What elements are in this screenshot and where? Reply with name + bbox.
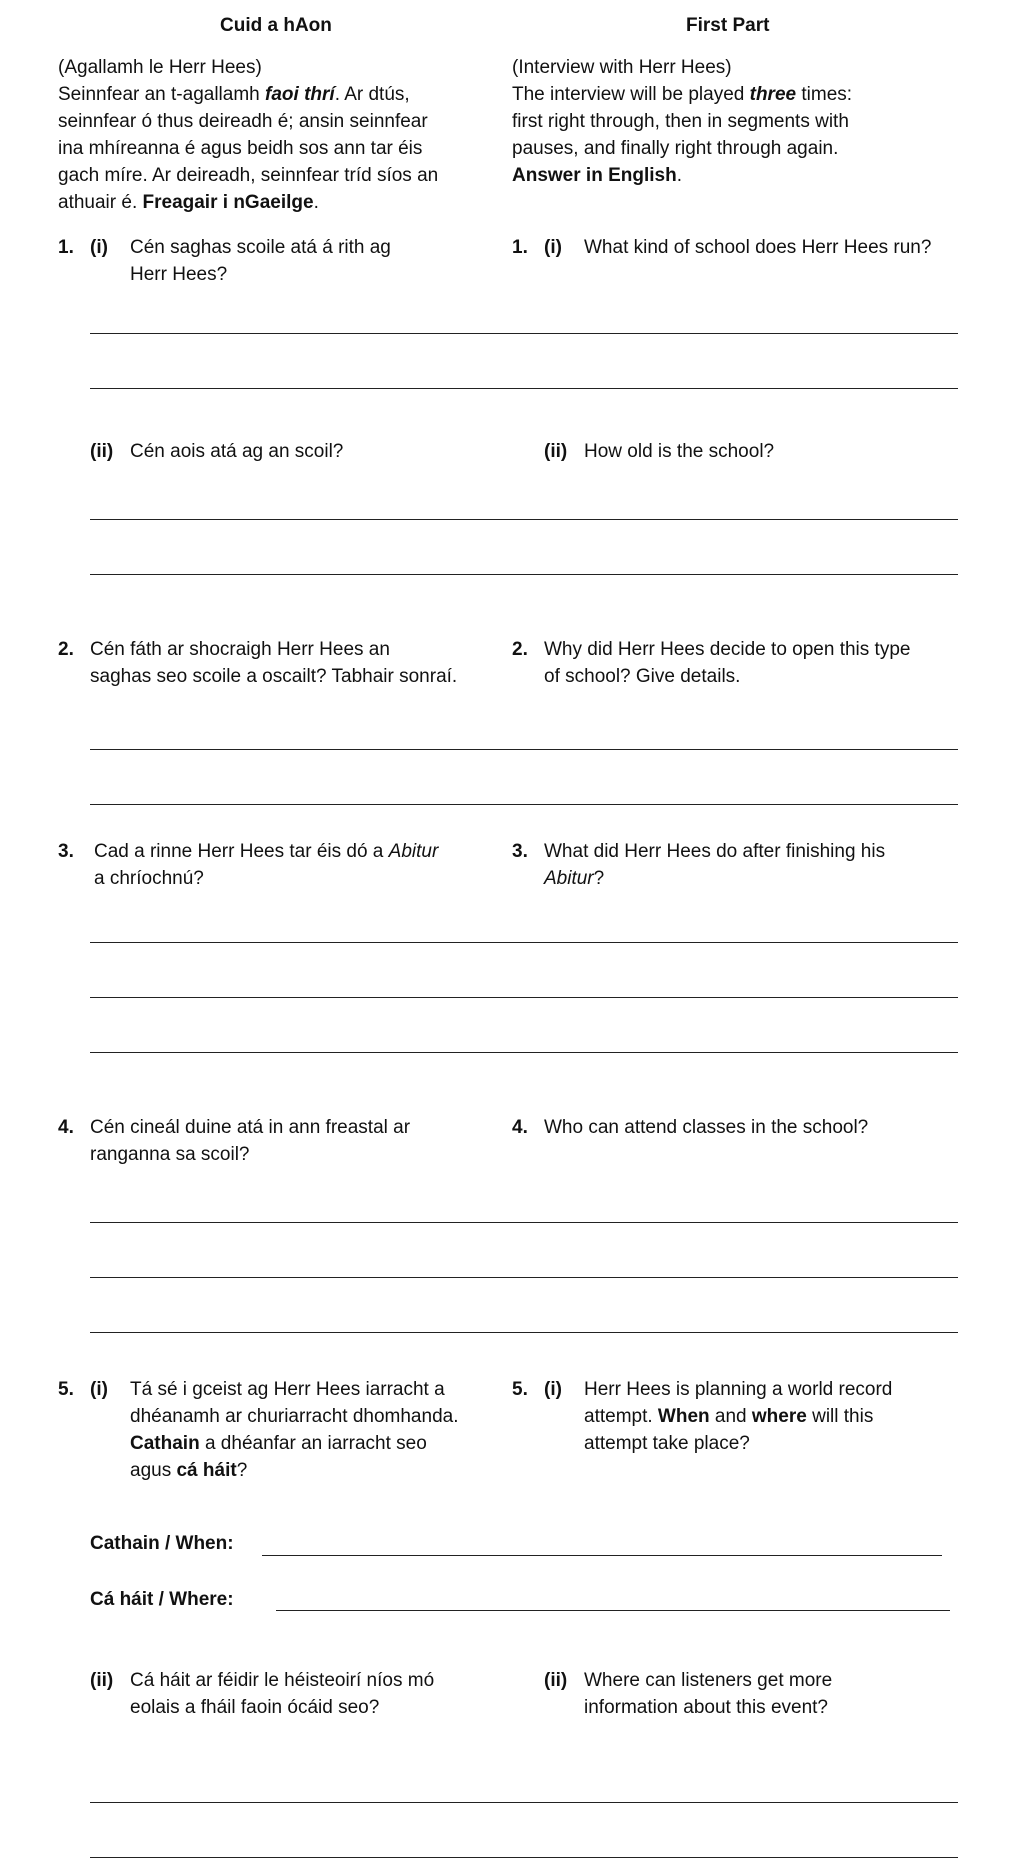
header-irish-title: Cuid a hAon <box>220 15 332 36</box>
q1-i-irish <box>130 234 391 288</box>
header-english-title: First Part <box>686 15 770 36</box>
intro-english-line: pauses, and finally right through again. <box>512 138 839 159</box>
q1-i-irish-line: Herr Hees? <box>130 264 228 285</box>
intro-irish-line: Seinnfear an t-agallamh faoi thrí. Ar dtús, <box>58 84 410 105</box>
q5-english-line: attempt. When and where will this <box>584 1406 874 1427</box>
q1-i-english: What kind of school does Herr Hees run? <box>584 237 932 258</box>
q1-sub-ii-en: (ii) <box>544 441 568 462</box>
q2-irish-line: saghas seo scoile a oscailt? Tabhair sonraí. <box>90 666 458 687</box>
q5-sub-i-en: (i) <box>544 1379 562 1400</box>
q1-number: 1. <box>58 237 74 258</box>
q3-english <box>544 838 885 892</box>
answer-line[interactable] <box>90 574 958 575</box>
q5-irish-line: dhéanamh ar churiarracht dhomhanda. <box>130 1406 459 1427</box>
q2-irish-line: Cén fáth ar shocraigh Herr Hees an <box>90 639 390 660</box>
answer-line[interactable] <box>90 1332 958 1333</box>
q5-irish-line: Tá sé i gceist ag Herr Hees iarracht a <box>130 1379 445 1400</box>
q5-ii-english-line: Where can listeners get more <box>584 1670 833 1691</box>
q5-sub-ii-en: (ii) <box>544 1670 568 1691</box>
intro-irish-line: ina mhíreanna é agus beidh sos ann tar éis <box>58 138 423 159</box>
q5-english-line: Herr Hees is planning a world record <box>584 1379 893 1400</box>
q5-number-en: 5. <box>512 1379 528 1400</box>
q5-ii-english <box>584 1667 832 1721</box>
q3-number-en: 3. <box>512 841 528 862</box>
q3-english-line: Abitur? <box>544 868 605 889</box>
answer-line[interactable] <box>90 388 958 389</box>
answer-line[interactable] <box>90 1802 958 1803</box>
intro-english-line: The interview will be played three times: <box>512 84 853 105</box>
intro-irish-line: (Agallamh le Herr Hees) <box>58 57 262 78</box>
q5-irish-line: Cathain a dhéanfar an iarracht seo <box>130 1433 427 1454</box>
q5-i-english <box>584 1376 892 1457</box>
when-answer-line[interactable] <box>262 1555 942 1556</box>
q1-ii-irish: Cén aois atá ag an scoil? <box>130 441 344 462</box>
q1-sub-i: (i) <box>90 237 108 258</box>
q3-irish <box>94 838 438 892</box>
intro-english-line: first right through, then in segments with <box>512 111 849 132</box>
q5-i-irish <box>130 1376 458 1484</box>
answer-line[interactable] <box>90 1857 958 1858</box>
q5-sub-ii: (ii) <box>90 1670 114 1691</box>
answer-line[interactable] <box>90 749 958 750</box>
q2-english-line: Why did Herr Hees decide to open this type <box>544 639 911 660</box>
intro-english-line: (Interview with Herr Hees) <box>512 57 732 78</box>
answer-line[interactable] <box>90 333 958 334</box>
q1-sub-ii: (ii) <box>90 441 114 462</box>
q5-english-line: attempt take place? <box>584 1433 750 1454</box>
q4-english: Who can attend classes in the school? <box>544 1117 869 1138</box>
when-label: Cathain / When: <box>90 1533 234 1554</box>
q3-irish-line: a chríochnú? <box>94 868 204 889</box>
q5-ii-irish-line: Cá háit ar féidir le héisteoirí níos mó <box>130 1670 435 1691</box>
q4-irish-line: Cén cineál duine atá in ann freastal ar <box>90 1117 411 1138</box>
answer-line[interactable] <box>90 942 958 943</box>
q1-number-en: 1. <box>512 237 528 258</box>
where-answer-line[interactable] <box>276 1610 950 1611</box>
q1-i-irish-line: Cén saghas scoile atá á rith ag <box>130 237 391 258</box>
intro-irish <box>58 54 438 216</box>
intro-irish-line: seinnfear ó thus deireadh é; ansin seinnfear <box>58 111 428 132</box>
intro-irish-line: gach míre. Ar deireadh, seinnfear tríd síos an <box>58 165 439 186</box>
q3-irish-line: Cad a rinne Herr Hees tar éis dó a Abitur <box>94 841 439 862</box>
answer-line[interactable] <box>90 1277 958 1278</box>
q2-english <box>544 636 910 690</box>
q4-irish <box>90 1114 410 1168</box>
answer-line[interactable] <box>90 804 958 805</box>
q2-number-en: 2. <box>512 639 528 660</box>
intro-irish-line: athuair é. Freagair i nGaeilge. <box>58 192 319 213</box>
q5-number: 5. <box>58 1379 74 1400</box>
q4-number: 4. <box>58 1117 74 1138</box>
q4-irish-line: ranganna sa scoil? <box>90 1144 250 1165</box>
q5-irish-line: agus cá háit? <box>130 1460 248 1481</box>
q2-english-line: of school? Give details. <box>544 666 741 687</box>
q5-ii-irish <box>130 1667 434 1721</box>
answer-line[interactable] <box>90 519 958 520</box>
q4-number-en: 4. <box>512 1117 528 1138</box>
intro-english <box>512 54 852 189</box>
q2-irish <box>90 636 457 690</box>
q5-ii-english-line: information about this event? <box>584 1697 828 1718</box>
q3-english-line: What did Herr Hees do after finishing his <box>544 841 886 862</box>
q5-ii-irish-line: eolais a fháil faoin ócáid seo? <box>130 1697 380 1718</box>
q5-sub-i: (i) <box>90 1379 108 1400</box>
intro-english-line: Answer in English. <box>512 165 682 186</box>
q1-sub-i-en: (i) <box>544 237 562 258</box>
q2-number: 2. <box>58 639 74 660</box>
q1-ii-english: How old is the school? <box>584 441 775 462</box>
q3-number: 3. <box>58 841 74 862</box>
answer-line[interactable] <box>90 1052 958 1053</box>
where-label: Cá háit / Where: <box>90 1589 234 1610</box>
answer-line[interactable] <box>90 1222 958 1223</box>
answer-line[interactable] <box>90 997 958 998</box>
